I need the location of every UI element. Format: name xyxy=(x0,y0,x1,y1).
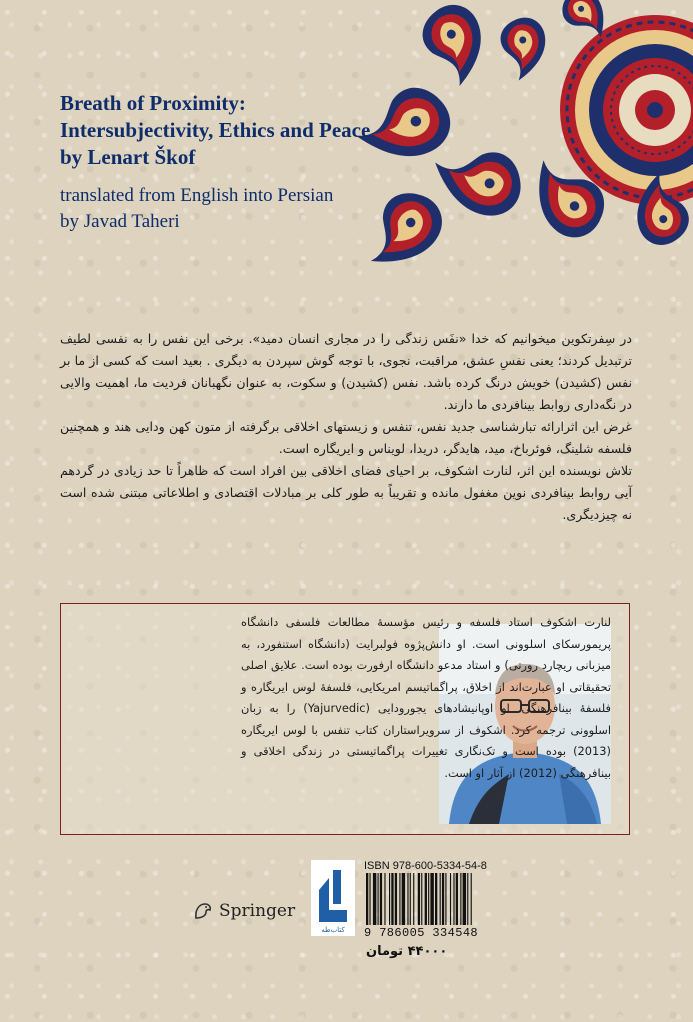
paisley-1 xyxy=(414,0,499,92)
isbn-digits: 9 786005 334548 xyxy=(364,926,479,940)
book-description xyxy=(60,328,632,526)
title-block xyxy=(60,90,390,235)
book-author-line: by Lenart Škof xyxy=(60,145,196,169)
barcode xyxy=(364,873,516,925)
translation-line-2: by Javad Taheri xyxy=(60,211,180,232)
paisley-2 xyxy=(497,14,551,82)
description-paragraph-2: غرض این اثرارائه تبارشناسی جدید نفس، تنفس و زیستهای اخلاقی برگرفته از متون کهن ودایی هند و همچنین فلسفه شلینگ، فوئرباخ، مید، هایدگر، دریدا، لویناس و ایریگاره است. xyxy=(60,419,632,456)
barcode-area xyxy=(364,860,516,940)
book-title-line-1: Breath of Proximity: xyxy=(60,91,246,115)
medallion xyxy=(560,15,693,205)
publisher-logo xyxy=(311,860,355,936)
publisher-logo-text: کتاب‌طه xyxy=(321,926,345,934)
translation-line-1: translated from English into Persian xyxy=(60,185,334,206)
book-title-line-2: Intersubjectivity, Ethics and Peace xyxy=(60,118,371,142)
price: ۴۴۰۰۰ تومان xyxy=(366,944,448,959)
isbn-label: ISBN 978-600-5334-54-8 xyxy=(364,860,487,872)
springer-name: Springer xyxy=(219,901,296,921)
author-bio-box xyxy=(60,603,630,835)
springer-logo xyxy=(192,900,295,922)
springer-horse-icon xyxy=(192,900,214,922)
author-bio-text: لنارت اشکوف استاد فلسفه و رئیس مؤسسهٔ مطالعات فلسفی دانشگاه پریمورسکای اسلوونی است. او دانش‌پژوه فولبرایت (دانشگاه استنفورد، به میزبانی ریچارد رورتی) و استاد مدعو دانشگاه ارفورت بوده است. علایق اصلی تحقیقاتی او عبارت‌اند از اخلاق، پراگماتیسم امریکایی، فلسفهٔ لوس ایریگاره و فلسفهٔ بینافرهنگی. او اوپانیشادهای یجورودایی (Yajurvedic) را به زبان اسلوونی ترجمه کرد. اشکوف از سرویراستاران کتاب تنفس با لوس ایریگاره (2013) بوده است و تک‌نگاری تغییرات پراگماتیستی در زندگی اخلاقی و بینافرهنگی (2012) از آثار او است. xyxy=(241,615,611,780)
description-paragraph-1: در سِفرتکوین میخوانیم که خدا «نفَس زندگی را در مجاری انسان دمید». برخی این نفس را به نفسی لطیف ترتبدیل کردند؛ یعنی نفسِ عشق، مراقبت، نجوی، با توجه گوش سپردن به دیگری . بعید است که کسی از ما بر نفس (کشیدن) خویش درنگ کرده باشد. نفس (کشیدن) و سکوت، به عنوان نگهبانان فردیت ما، اهمیت والایی در نگه‌داری روابط بینافردی ما دارند. xyxy=(60,331,632,412)
description-paragraph-3: تلاش نویسنده این اثر، لنارت اشکوف، بر احیای فضای اخلاقی بین افراد است که ظاهراً تا حد زیادی در گردهم آیی روابط بینافردی نوین مغفول مانده و تقریباً به طور کلی بر مبادلات اقتصادی و اطلاعاتی مبتنی شده است نه چیزدیگری. xyxy=(60,463,632,522)
paisley-5 xyxy=(431,147,523,218)
